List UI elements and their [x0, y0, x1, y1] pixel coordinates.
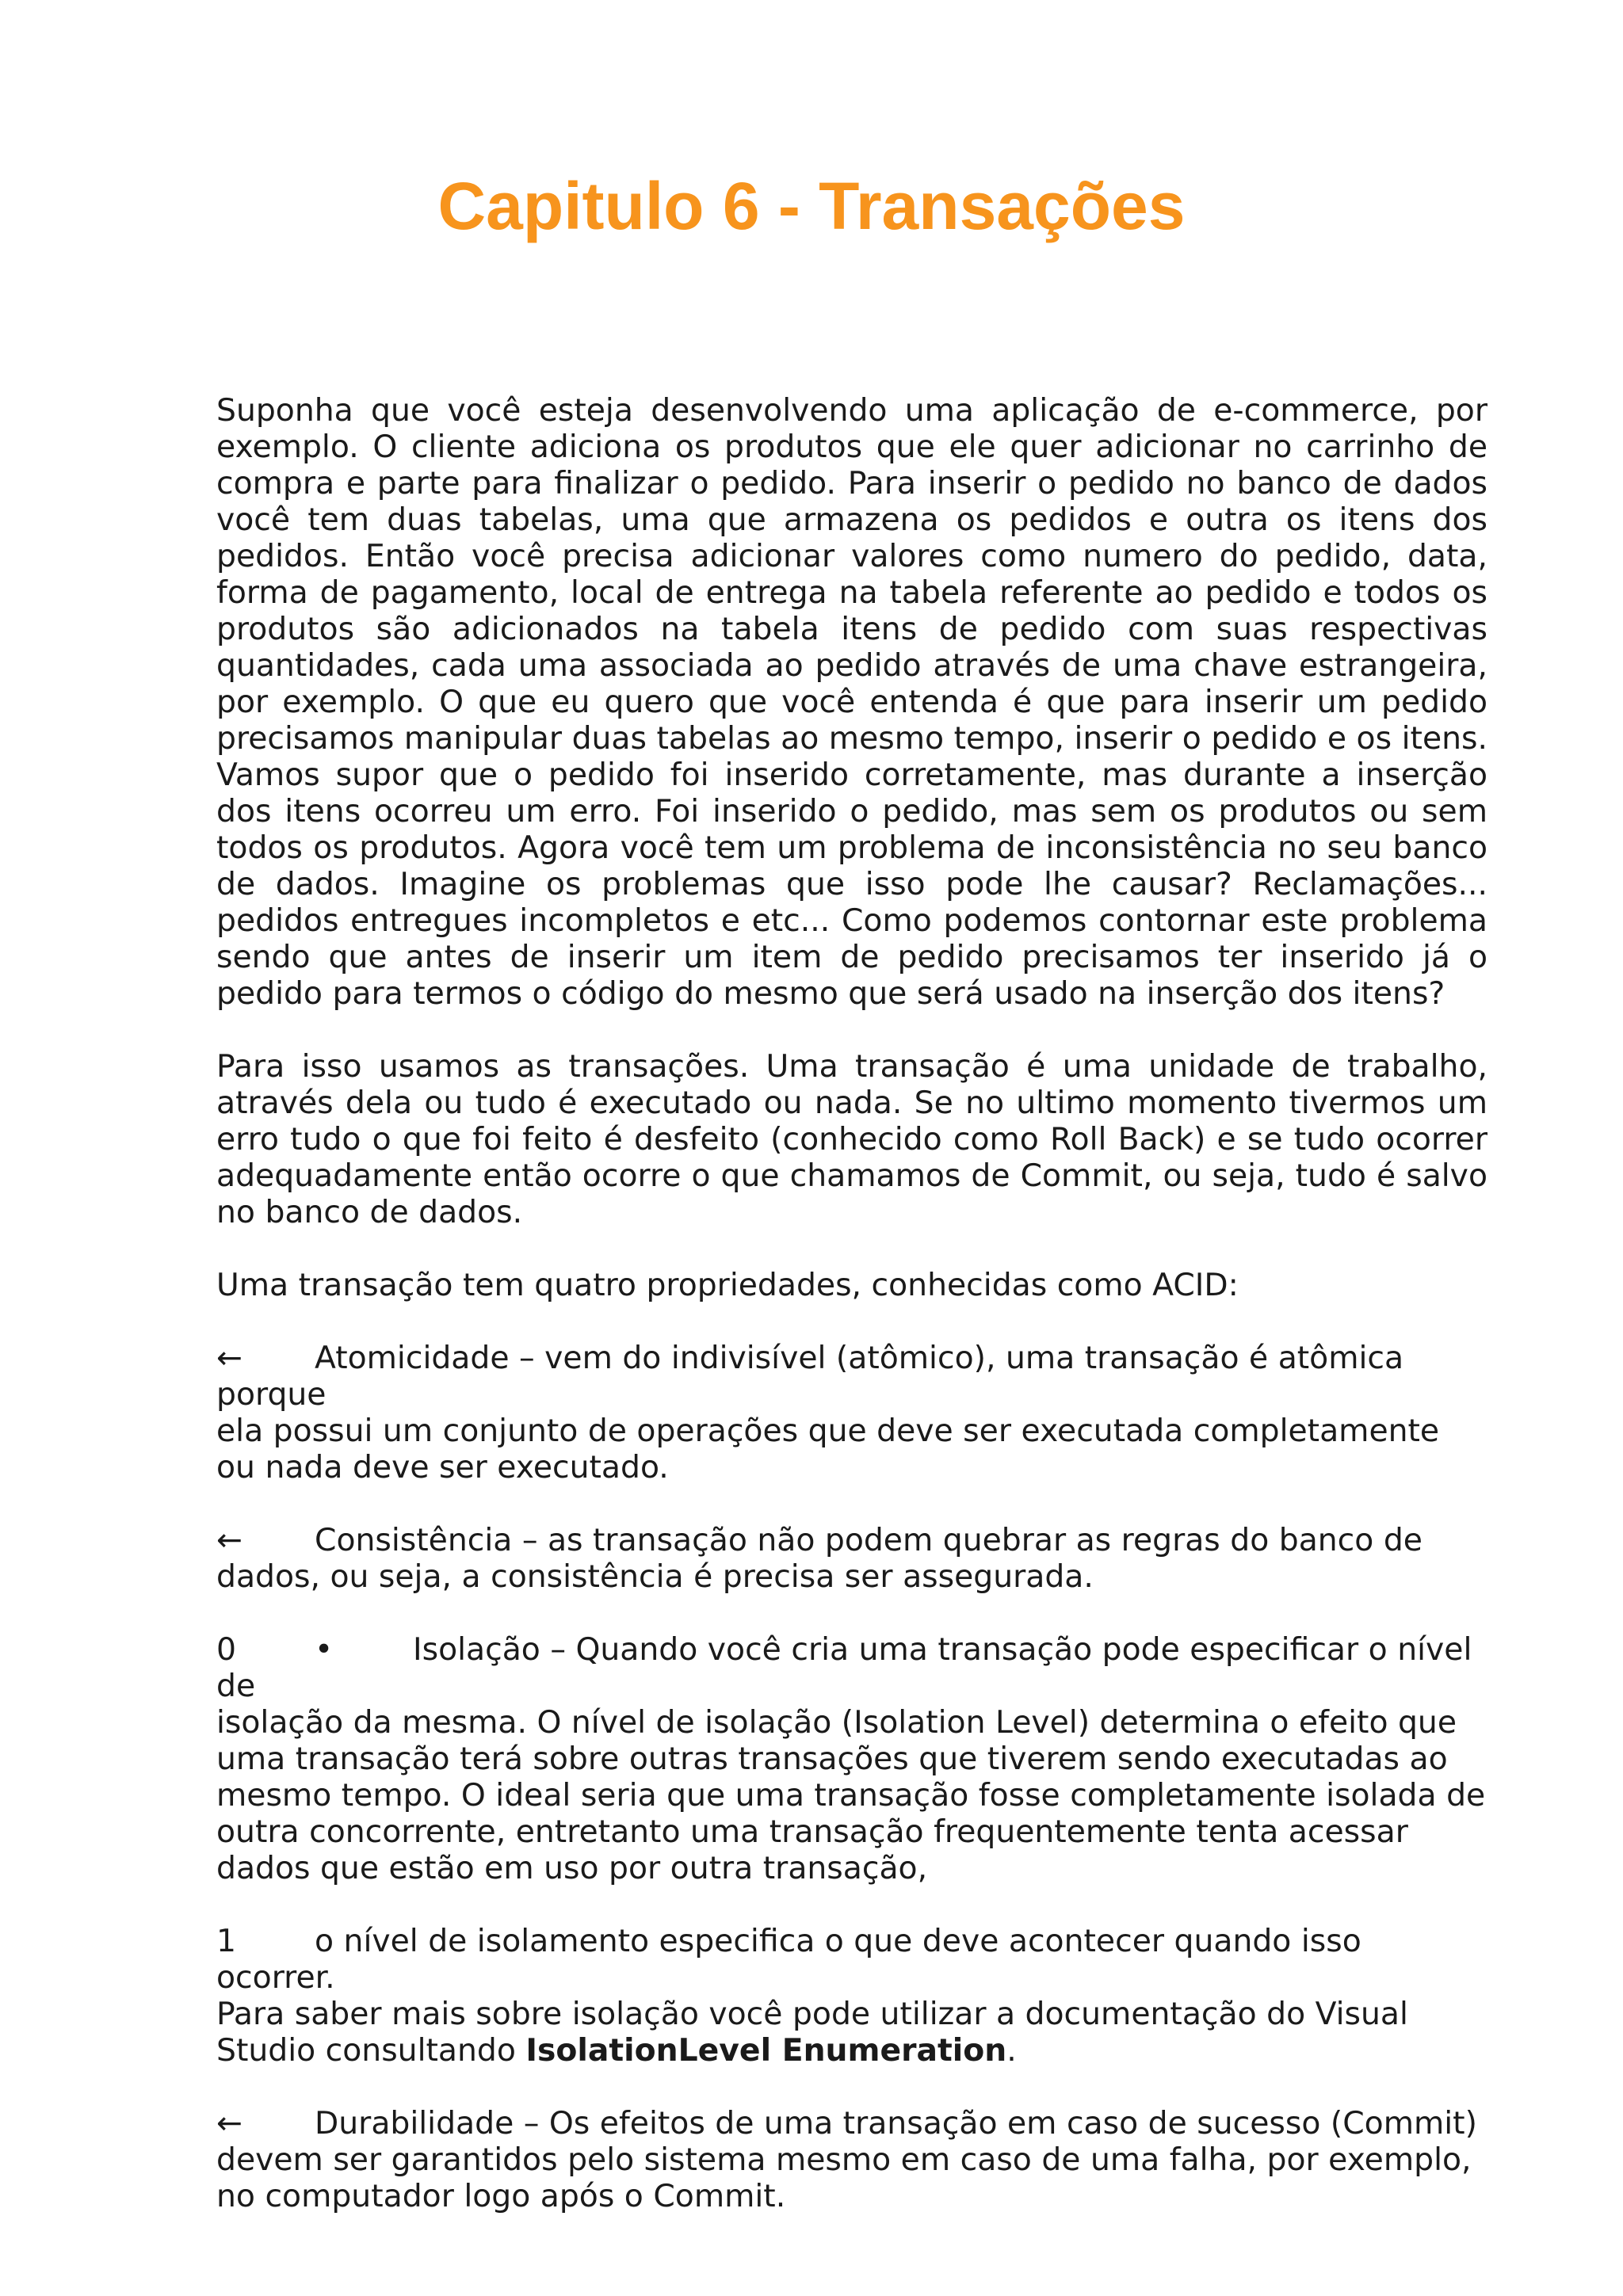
paragraph-intro: Suponha que você esteja desenvolvendo uma aplicação de e-commerce, por exemplo. O cliente adiciona os produtos que ele quer adicionar no carrinho de compra e parte para finalizar o pedido. Para inserir o pedido no banco de dados você tem duas tabelas, uma que armazena os pedidos e outra os itens dos pedidos. Então você precisa adicionar valores como numero do pedido, data, forma de pagamento, local de entrega na tabela referente ao pedido e todos os produtos são adicionados na tabela itens de pedido com suas respectivas quantidades, cada uma associada ao pedido através de uma chave estrangeira, por exemplo. O que eu quero que você entenda é que para inserir um pedido precisamos manipular duas tabelas ao mesmo tempo, inserir o pedido e os itens. Vamos supor que o pedido foi inserido corretamente, mas durante a inserção dos itens ocorreu um erro. Foi inserido o pedido, mas sem os produtos ou sem todos os produtos. Agora você tem um problema de inconsistência no seu banco de dados. Imagine os problemas que isso pode lhe causar? Reclamações... pedidos entregues incompletos e etc... Como podemos contornar este problema sendo que antes de inserir um item de pedido precisamos ter inserido já o pedido para termos o código do mesmo que será usado na inserção dos itens?	[216, 393, 1487, 1012]
item-text: dados, ou seja, a consistência é precisa ser assegurada.	[216, 1559, 1094, 1595]
isolation-level-reference: IsolationLevel Enumeration	[525, 2033, 1007, 2069]
item-text-end: .	[1006, 2033, 1017, 2069]
arrow-left-icon: ←	[216, 2106, 242, 2142]
list-item-isolamento	[216, 1924, 1487, 2069]
paragraph-acid: Uma transação tem quatro propriedades, conhecidas como ACID:	[216, 1268, 1239, 1303]
bullet-icon: •	[315, 1632, 334, 1668]
spacer	[216, 1304, 1487, 1341]
item-number: 0	[216, 1632, 237, 1668]
item-text: isolação da mesma. O nível de isolação (Isolation Level) determina o efeito que uma transação terá sobre outras transações que tiverem sendo executadas ao mesmo tempo. O ideal seria que uma transação fosse completamente isolada de outra concorrente, entretanto uma transação frequentemente tenta acessar dados que estão em uso por outra transação,	[216, 1705, 1486, 1886]
item-first-line: Durabilidade – Os efeitos de uma transação em caso de sucesso (Commit)	[315, 2106, 1477, 2142]
item-first-line: Consistência – as transação não podem quebrar as regras do banco de	[315, 1523, 1423, 1558]
document-body	[216, 393, 1487, 2215]
spacer	[216, 1231, 1487, 1268]
arrow-left-icon: ←	[216, 1341, 242, 1376]
spacer	[216, 1013, 1487, 1049]
item-number: 1	[216, 1924, 237, 1959]
spacer	[216, 2069, 1487, 2106]
page-title: Capitulo 6 - Transações	[437, 169, 1186, 243]
arrow-left-icon: ←	[216, 1523, 242, 1558]
item-first-line: Isolação – Quando você cria uma transação pode especificar o nível de	[216, 1632, 1472, 1704]
list-item-consistencia	[216, 1523, 1487, 1596]
list-item-isolacao	[216, 1632, 1487, 1887]
spacer	[216, 1486, 1487, 1523]
item-text: Para saber mais sobre isolação você pode utilizar a documentação do Visual Studio consultando	[216, 1997, 1408, 2069]
item-first-line: o nível de isolamento especifica o que deve acontecer quando isso ocorrer.	[216, 1924, 1361, 1996]
item-text: ela possui um conjunto de operações que deve ser executada completamente ou nada deve ser executado.	[216, 1413, 1440, 1486]
item-first-line: Atomicidade – vem do indivisível (atômico), uma transação é atômica porque	[216, 1341, 1404, 1413]
spacer	[216, 1596, 1487, 1632]
list-item-atomicidade	[216, 1341, 1487, 1486]
list-item-durabilidade	[216, 2106, 1487, 2215]
paragraph-transactions: Para isso usamos as transações. Uma transação é uma unidade de trabalho, através dela ou tudo é executado ou nada. Se no ultimo momento tivermos um erro tudo o que foi feito é desfeito (conhecido como Roll Back) e se tudo ocorrer adequadamente então ocorre o que chamamos de Commit, ou seja, tudo é salvo no banco de dados.	[216, 1049, 1487, 1230]
item-text: devem ser garantidos pelo sistema mesmo em caso de uma falha, por exemplo, no computador logo após o Commit.	[216, 2142, 1472, 2214]
spacer	[216, 1887, 1487, 1924]
